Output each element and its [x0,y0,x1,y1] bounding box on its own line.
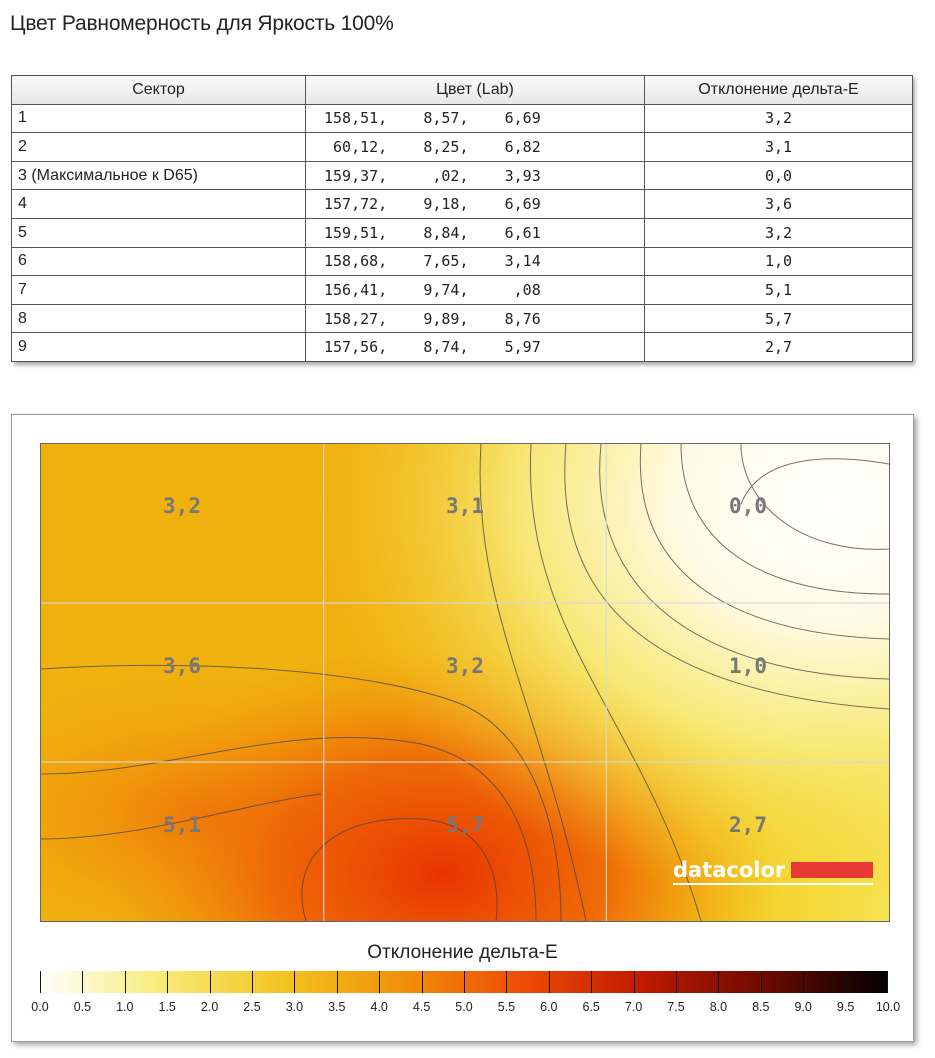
sector-value-label: 0,0 [729,494,767,518]
scale-tick [167,971,168,993]
datacolor-logo: datacolor [673,858,786,882]
header-sector: Сектор [12,76,306,105]
delta-e-cell: 5,1 [645,276,913,305]
scale-tick-label: 10.0 [875,1000,901,1014]
sector-cell: 6 [12,247,306,276]
scale-tick-label: 8.0 [709,1000,728,1014]
scale-tick [718,971,719,993]
scale-tick-label: 1.5 [158,1000,176,1014]
scale-tick [82,971,83,993]
scale-tick [634,971,635,993]
table-row [12,161,913,190]
scale-tick-label: 2.0 [200,1000,219,1014]
scale-tick-label: 6.0 [540,1000,558,1014]
scale-tick [803,971,804,993]
delta-e-cell: 3,2 [645,104,913,133]
datacolor-logo-underline [673,883,873,885]
scale-tick [887,971,888,993]
table-row [12,247,913,276]
delta-e-cell: 0,0 [645,161,913,190]
scale-tick-label: 0.5 [73,1000,92,1014]
uniformity-heatmap [40,443,890,922]
scale-tick [464,971,465,993]
sector-cell: 5 [12,218,306,247]
table-row [12,133,913,162]
lab-cell: 158,27, 9,89, 8,76 [306,304,645,333]
lab-cell: 157,72, 9,18, 6,69 [306,190,645,219]
sector-value-label: 3,2 [163,494,201,518]
table-row [12,304,913,333]
scale-tick [337,971,338,993]
delta-e-cell: 3,6 [645,190,913,219]
color-scale-ticks [40,971,888,993]
lab-cell: 159,51, 8,84, 6,61 [306,218,645,247]
scale-title: Отклонение дельта-Е [367,942,558,963]
scale-tick [422,971,423,993]
sector-cell: 4 [12,190,306,219]
delta-e-cell: 3,2 [645,218,913,247]
scale-tick-label: 8.5 [752,1000,770,1014]
delta-e-cell: 1,0 [645,247,913,276]
scale-tick [846,971,847,993]
scale-tick-label: 7.0 [624,1000,643,1014]
sector-cell: 9 [12,333,306,362]
sector-value-label: 3,1 [446,494,484,518]
table-row [12,104,913,133]
delta-e-cell: 2,7 [645,333,913,362]
sector-cell: 7 [12,276,306,305]
table-row [12,190,913,219]
scale-tick [40,971,41,993]
scale-tick-label: 5.0 [455,1000,473,1014]
table-header-row [12,76,913,105]
datacolor-logo-bar [791,862,873,878]
sector-cell: 2 [12,133,306,162]
sector-value-label: 2,7 [729,813,767,837]
scale-tick-label: 6.5 [582,1000,600,1014]
scale-tick-label: 4.5 [412,1000,431,1014]
scale-tick [761,971,762,993]
table-row [12,333,913,362]
sector-value-label: 3,6 [163,654,201,678]
delta-e-cell: 3,1 [645,133,913,162]
scale-tick-label: 9.0 [794,1000,812,1014]
scale-tick [379,971,380,993]
sector-cell: 3 (Максимальное к D65) [12,161,306,190]
scale-tick [210,971,211,993]
sector-value-label: 3,2 [446,654,484,678]
lab-cell: 158,68, 7,65, 3,14 [306,247,645,276]
sector-value-label: 1,0 [729,654,767,678]
header-lab: Цвет (Lab) [306,76,645,105]
scale-tick [125,971,126,993]
uniformity-chart-panel [11,414,914,1042]
delta-e-cell: 5,7 [645,304,913,333]
lab-cell: 156,41, 9,74, ,08 [306,276,645,305]
scale-tick [549,971,550,993]
scale-tick-label: 3.0 [285,1000,304,1014]
scale-tick-label: 3.5 [328,1000,346,1014]
scale-tick-label: 2.5 [243,1000,261,1014]
scale-tick [294,971,295,993]
scale-tick-label: 5.5 [497,1000,516,1014]
page-title: Цвет Равномерность для Яркость 100% [10,12,394,35]
scale-tick-label: 0.0 [31,1000,49,1014]
table-row [12,218,913,247]
sector-value-label: 5,7 [446,813,484,837]
table-row [12,276,913,305]
uniformity-table [11,75,912,362]
scale-tick-label: 9.5 [836,1000,855,1014]
lab-cell: 159,37, ,02, 3,93 [306,161,645,190]
header-delta-e: Отклонение дельта-Е [645,76,913,105]
scale-tick [506,971,507,993]
lab-cell: 158,51, 8,57, 6,69 [306,104,645,133]
sector-value-label: 5,1 [163,813,201,837]
scale-tick-label: 7.5 [667,1000,685,1014]
sector-cell: 1 [12,104,306,133]
scale-tick-label: 4.0 [370,1000,388,1014]
scale-tick [676,971,677,993]
lab-cell: 60,12, 8,25, 6,82 [306,133,645,162]
lab-cell: 157,56, 8,74, 5,97 [306,333,645,362]
scale-tick-label: 1.0 [116,1000,134,1014]
sector-cell: 8 [12,304,306,333]
scale-tick [252,971,253,993]
scale-tick [591,971,592,993]
